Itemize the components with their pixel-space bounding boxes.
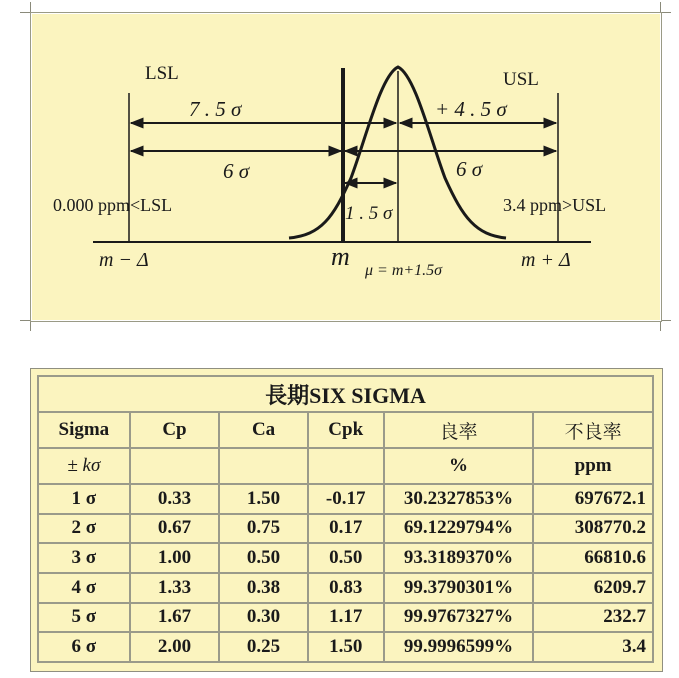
table-row: [38, 514, 653, 544]
cell-cpk: -0.17: [308, 484, 384, 514]
col-header-defect-rate: 不良率: [533, 412, 653, 448]
cell-ppm: 308770.2: [533, 514, 653, 544]
table-row: [38, 603, 653, 633]
span-7-5-sigma-label: 7 . 5 σ: [189, 97, 242, 121]
corner-mark: [20, 320, 30, 321]
cell-ca: 1.50: [219, 484, 308, 514]
cell-cpk: 1.17: [308, 603, 384, 633]
subheader-k-sigma: ± kσ: [38, 448, 130, 484]
cell-ppm: 66810.6: [533, 543, 653, 573]
col-header-cpk: Cpk: [308, 412, 384, 448]
span-6-sigma-left-label: 6 σ: [223, 159, 250, 183]
six-sigma-diagram: [30, 12, 662, 322]
corner-mark: [30, 2, 31, 12]
cell-yield: 30.2327853%: [384, 484, 534, 514]
cell-sigma: 6 σ: [38, 632, 130, 662]
table-title: 長期SIX SIGMA: [38, 376, 653, 412]
cell-cpk: 0.17: [308, 514, 384, 544]
cell-yield: 69.1229794%: [384, 514, 534, 544]
six-sigma-table-panel: [30, 368, 663, 672]
usl-label: USL: [503, 69, 539, 90]
cell-ca: 0.38: [219, 573, 308, 603]
cell-cp: 1.33: [130, 573, 220, 603]
header-row: [38, 412, 653, 448]
corner-mark: [30, 321, 31, 331]
cell-cpk: 0.83: [308, 573, 384, 603]
cell-ca: 0.30: [219, 603, 308, 633]
cell-sigma: 4 σ: [38, 573, 130, 603]
m-minus-delta-label: m − Δ: [99, 249, 149, 271]
cell-sigma: 3 σ: [38, 543, 130, 573]
corner-mark: [661, 320, 671, 321]
subheader-row: [38, 448, 653, 484]
subheader-cp: [130, 448, 220, 484]
col-header-yield: 良率: [384, 412, 534, 448]
span-4-5-sigma-label: + 4 . 5 σ: [435, 97, 507, 121]
lsl-label: LSL: [145, 63, 179, 84]
cell-ca: 0.75: [219, 514, 308, 544]
cell-sigma: 2 σ: [38, 514, 130, 544]
table-row: [38, 573, 653, 603]
col-header-ca: Ca: [219, 412, 308, 448]
cell-yield: 99.9767327%: [384, 603, 534, 633]
cell-ppm: 232.7: [533, 603, 653, 633]
cell-yield: 93.3189370%: [384, 543, 534, 573]
below-lsl-ppm: 0.000 ppm<LSL: [53, 195, 173, 215]
table-row: [38, 632, 653, 662]
cell-cp: 1.00: [130, 543, 220, 573]
cell-sigma: 1 σ: [38, 484, 130, 514]
cell-ca: 0.50: [219, 543, 308, 573]
corner-mark: [660, 2, 661, 12]
subheader-cpk: [308, 448, 384, 484]
subheader-ca: [219, 448, 308, 484]
cell-cp: 0.67: [130, 514, 220, 544]
cell-cp: 0.33: [130, 484, 220, 514]
subheader-ppm: ppm: [533, 448, 653, 484]
col-header-cp: Cp: [130, 412, 220, 448]
six-sigma-table: [37, 375, 654, 663]
table-row: [38, 543, 653, 573]
cell-cpk: 1.50: [308, 632, 384, 662]
cell-ppm: 3.4: [533, 632, 653, 662]
shift-1-5-sigma-label: 1 . 5 σ: [345, 203, 393, 224]
table-row: [38, 484, 653, 514]
cell-ppm: 6209.7: [533, 573, 653, 603]
cell-cp: 1.67: [130, 603, 220, 633]
m-plus-delta-label: m + Δ: [521, 249, 571, 271]
cell-ca: 0.25: [219, 632, 308, 662]
diagram-canvas: [31, 13, 661, 321]
subheader-percent: %: [384, 448, 534, 484]
col-header-sigma: Sigma: [38, 412, 130, 448]
cell-ppm: 697672.1: [533, 484, 653, 514]
cell-sigma: 5 σ: [38, 603, 130, 633]
corner-mark: [661, 12, 671, 13]
cell-yield: 99.3790301%: [384, 573, 534, 603]
m-label: m: [331, 242, 350, 271]
cell-yield: 99.9996599%: [384, 632, 534, 662]
above-usl-ppm: 3.4 ppm>USL: [503, 195, 607, 215]
cell-cpk: 0.50: [308, 543, 384, 573]
corner-mark: [20, 12, 30, 13]
cell-cp: 2.00: [130, 632, 220, 662]
mu-equation: μ = m+1.5σ: [365, 262, 443, 279]
span-6-sigma-right-label: 6 σ: [456, 157, 483, 181]
corner-mark: [660, 321, 661, 331]
